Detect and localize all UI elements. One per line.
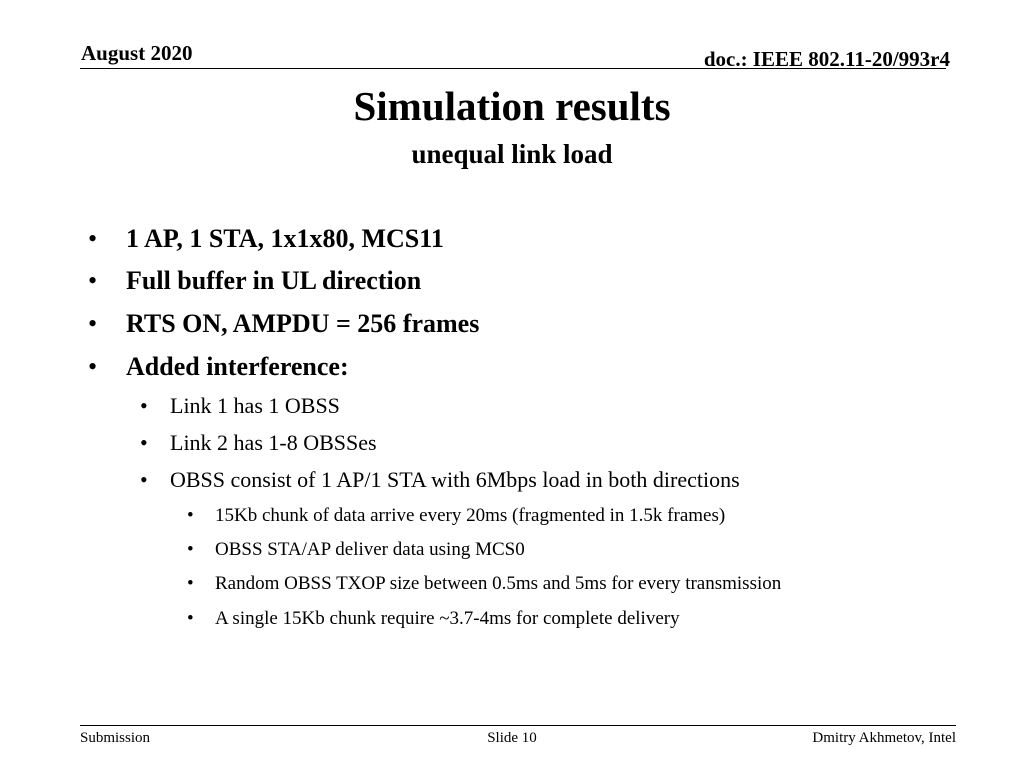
bullet-item — [88, 266, 422, 296]
footer-divider — [80, 725, 956, 726]
bullet-marker: • — [88, 309, 98, 338]
bullet-marker: • — [187, 539, 194, 560]
bullet-item — [140, 393, 340, 419]
bullet-text: 15Kb chunk of data arrive every 20ms (fragmented in 1.5k frames) — [215, 505, 726, 526]
bullet-text: OBSS consist of 1 AP/1 STA with 6Mbps load in both directions — [170, 467, 740, 492]
bullet-text: Added interference: — [126, 352, 349, 381]
bullet-marker: • — [187, 505, 194, 526]
bullet-marker: • — [187, 573, 194, 594]
bullet-item — [88, 352, 349, 382]
bullet-item — [187, 573, 782, 595]
footer-submission: Submission — [80, 730, 151, 746]
bullet-item — [140, 467, 740, 493]
bullet-text: RTS ON, AMPDU = 256 frames — [126, 309, 480, 338]
bullet-item — [140, 430, 377, 456]
bullet-text: A single 15Kb chunk require ~3.7-4ms for complete delivery — [215, 608, 680, 629]
bullet-item — [88, 309, 480, 339]
bullet-text: Link 1 has 1 OBSS — [170, 393, 340, 418]
bullet-item — [88, 224, 444, 254]
slide-subtitle: unequal link load — [411, 139, 613, 169]
bullet-marker: • — [140, 467, 148, 492]
bullet-text: Random OBSS TXOP size between 0.5ms and 5ms for every transmission — [215, 573, 782, 594]
footer-author: Dmitry Akhmetov, Intel — [812, 730, 956, 746]
header-date: August 2020 — [81, 41, 193, 65]
slide-title: Simulation results — [353, 83, 671, 129]
footer-slide-number: Slide 10 — [487, 730, 537, 746]
bullet-item — [187, 539, 525, 561]
bullet-marker: • — [88, 266, 98, 295]
bullet-text: 1 AP, 1 STA, 1x1x80, MCS11 — [126, 224, 444, 253]
bullet-marker: • — [88, 224, 98, 253]
bullet-text: Full buffer in UL direction — [126, 266, 422, 295]
header-doc-id: doc.: IEEE 802.11-20/993r4 — [703, 47, 950, 71]
bullet-marker: • — [187, 608, 194, 629]
bullet-item — [187, 608, 680, 630]
bullet-marker: • — [140, 430, 148, 455]
bullet-item — [187, 505, 726, 527]
bullet-text: OBSS STA/AP deliver data using MCS0 — [215, 539, 525, 560]
bullet-text: Link 2 has 1-8 OBSSes — [170, 430, 377, 455]
bullet-marker: • — [88, 352, 98, 381]
bullet-marker: • — [140, 393, 148, 418]
